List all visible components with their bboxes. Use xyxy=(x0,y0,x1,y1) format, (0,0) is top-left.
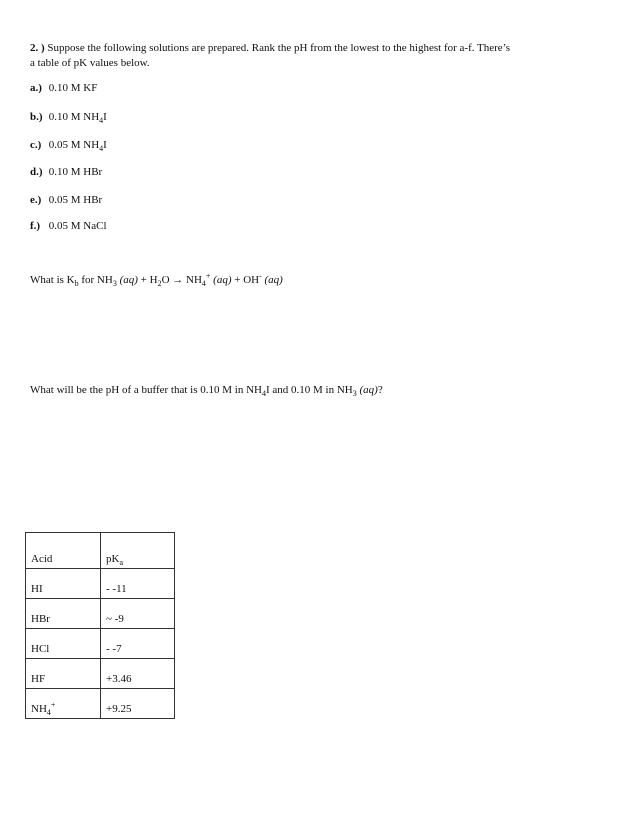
option-f xyxy=(30,220,107,232)
option-e xyxy=(30,194,102,206)
kb-question: What is $K_b$ for $NH_3$ $(aq) + H_2O \to NH_4^+$ (aq) + OH- (aq) xyxy=(30,271,283,289)
option-text: 0.10 M HBr xyxy=(48,166,103,178)
option-label: a.) xyxy=(30,82,42,94)
subscript: 4 xyxy=(99,116,104,126)
option-a xyxy=(30,82,97,94)
table-row xyxy=(26,689,175,719)
table-row xyxy=(26,569,175,599)
pk-cell: - -11 xyxy=(101,569,175,599)
acid-cell: HI xyxy=(26,569,101,599)
option-text-tail: I xyxy=(103,139,107,151)
option-text: 0.05 M NaCl xyxy=(48,220,107,232)
table-row xyxy=(26,629,175,659)
table-row xyxy=(26,659,175,689)
option-text: 0.10 M KF xyxy=(48,82,98,94)
acid-cell: HCl xyxy=(26,629,101,659)
pk-cell: - -7 xyxy=(101,629,175,659)
question-intro xyxy=(30,41,510,71)
question-intro-line-2: a table of pK values below. xyxy=(30,57,150,69)
buffer-question: What will be the pH of a buffer that is 0.10 M in $NH_4I$ and 0.10 M in $NH_3$ (aq)? xyxy=(30,384,383,399)
subscript: 4 xyxy=(99,144,104,154)
option-b xyxy=(30,111,107,126)
option-text: 0.05 M NH xyxy=(48,139,100,151)
option-label: d.) xyxy=(30,166,43,178)
table-row xyxy=(26,599,175,629)
option-c xyxy=(30,139,107,154)
option-text: 0.05 M HBr xyxy=(48,194,103,206)
option-text-tail: I xyxy=(103,111,107,123)
acid-cell: $NH_4^+$ xyxy=(26,689,101,719)
option-label: f.) xyxy=(30,220,41,232)
table-header-row xyxy=(26,533,175,569)
option-d xyxy=(30,166,102,178)
option-label: e.) xyxy=(30,194,42,206)
arrow-icon: → xyxy=(172,274,184,286)
option-label: b.) xyxy=(30,111,43,123)
question-number: 2. ) xyxy=(30,42,45,54)
pk-cell: +9.25 xyxy=(101,689,175,719)
pk-cell: ~ -9 xyxy=(101,599,175,629)
acid-cell: HF xyxy=(26,659,101,689)
option-label: c.) xyxy=(30,139,42,151)
pk-cell: +3.46 xyxy=(101,659,175,689)
header-pk: $pK_a$ xyxy=(101,533,175,569)
option-text: 0.10 M NH xyxy=(48,111,100,123)
question-intro-line-1: 2. ) Suppose the following solutions are prepared. Rank the pH from the lowest to the highest for a-f. There’s xyxy=(30,42,511,54)
pk-table xyxy=(25,532,175,719)
acid-cell: HBr xyxy=(26,599,101,629)
header-acid: Acid xyxy=(26,533,101,569)
